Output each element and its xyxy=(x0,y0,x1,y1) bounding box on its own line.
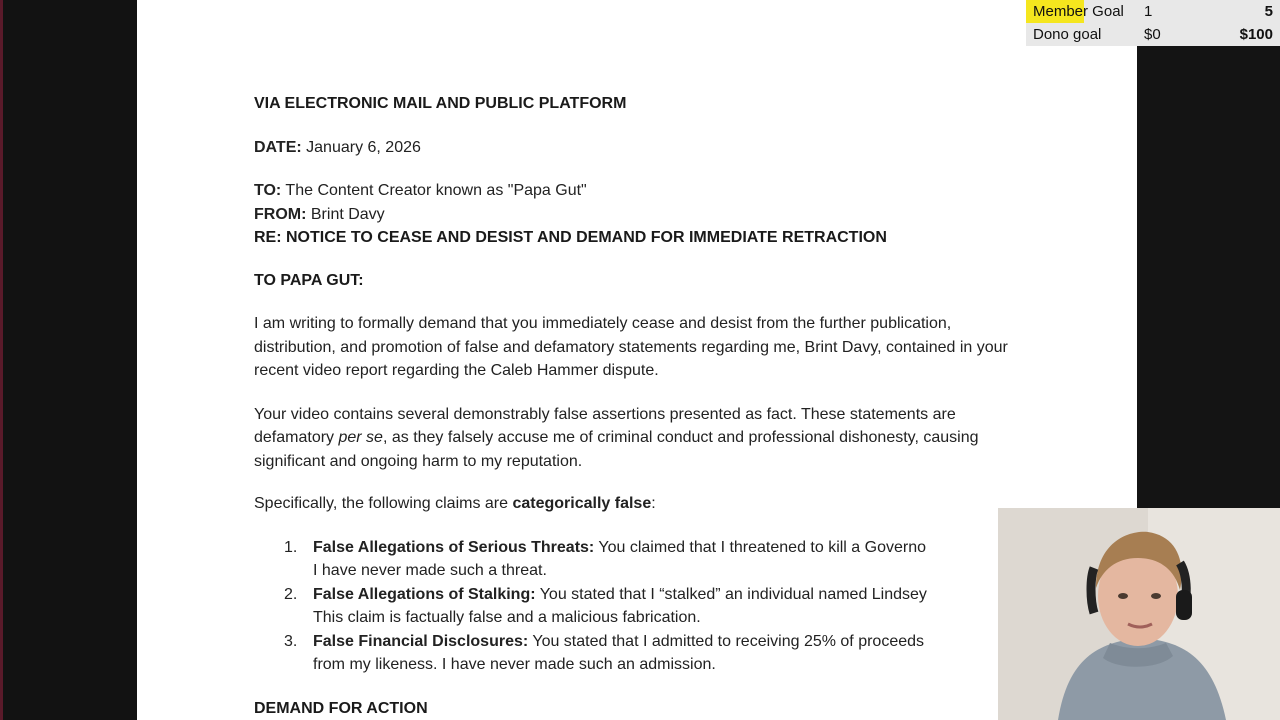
paragraph-2-text-b: , as they falsely accuse me of criminal conduct and professional dishonesty, causing significant and ongoing harm to my reputation. xyxy=(254,429,979,470)
date-value: January 6, 2026 xyxy=(301,138,421,156)
list-item xyxy=(254,583,1024,630)
letter-body xyxy=(254,92,1024,720)
list-item-title: False Financial Disclosures: xyxy=(313,632,529,650)
list-item-number: 1. xyxy=(284,538,298,556)
dono-goal-row xyxy=(1026,23,1280,46)
demand-heading: DEMAND FOR ACTION xyxy=(254,699,428,717)
goal-overlay xyxy=(1026,0,1280,46)
from-value: Brint Davy xyxy=(306,205,385,223)
list-item xyxy=(254,536,1024,583)
list-item-text-2: from my likeness. I have never made such an admission. xyxy=(313,656,716,673)
list-item-text: You claimed that I threatened to kill a Governo xyxy=(594,538,927,556)
to-line xyxy=(254,179,1024,203)
claims-list xyxy=(254,536,1024,677)
paragraph-3-text-a: Specifically, the following claims are xyxy=(254,495,513,512)
date-line xyxy=(254,136,1024,160)
dono-goal-current: $0 xyxy=(1144,26,1161,43)
member-goal-current: 1 xyxy=(1144,3,1153,20)
list-item-number: 2. xyxy=(284,585,298,603)
document-page xyxy=(137,0,1137,720)
paragraph-2-italic: per se xyxy=(338,429,383,446)
list-item-text: You stated that I admitted to receiving 25% of proceeds xyxy=(528,632,925,650)
paragraph-2 xyxy=(254,403,1024,474)
left-background-strip xyxy=(0,0,137,720)
from-label: FROM: xyxy=(254,205,307,223)
from-line xyxy=(254,203,1024,227)
list-item-text-2: This claim is factually false and a malicious fabrication. xyxy=(313,609,701,626)
list-item xyxy=(254,630,1024,677)
via-line: VIA ELECTRONIC MAIL AND PUBLIC PLATFORM xyxy=(254,95,627,112)
re-line: RE: NOTICE TO CEASE AND DESIST AND DEMAND FOR IMMEDIATE RETRACTION xyxy=(254,229,887,246)
list-item-title: False Allegations of Serious Threats: xyxy=(313,538,595,556)
streamer-camera-image xyxy=(998,508,1280,720)
paragraph-3-bold: categorically false xyxy=(512,495,652,512)
date-label: DATE: xyxy=(254,138,302,156)
webcam-overlay xyxy=(998,508,1280,720)
list-item-title: False Allegations of Stalking: xyxy=(313,585,536,603)
list-item-text: You stated that I “stalked” an individual named Lindsey xyxy=(535,585,927,603)
dono-goal-target: $100 xyxy=(1239,26,1273,43)
paragraph-3 xyxy=(254,492,1024,516)
member-goal-target: 5 xyxy=(1264,3,1273,20)
paragraph-2-text-a: Your video contains several demonstrably false assertions presented as fact. These statements are defamatory xyxy=(254,405,956,446)
member-goal-row xyxy=(1026,0,1280,23)
paragraph-3-text-b: : xyxy=(651,495,656,512)
to-label: TO: xyxy=(254,182,282,199)
to-value: The Content Creator known as "Papa Gut" xyxy=(281,182,587,199)
salutation: TO PAPA GUT: xyxy=(254,271,364,289)
dono-goal-label: Dono goal xyxy=(1033,26,1102,43)
paragraph-1: I am writing to formally demand that you immediately cease and desist from the further publication, distribution, and promotion of false and defamatory statements regarding me, Brint Davy, contained in your recent video report regarding the Caleb Hammer dispute. xyxy=(254,315,1008,379)
list-item-text-2: I have never made such a threat. xyxy=(313,562,547,579)
member-goal-label: Member Goal xyxy=(1033,3,1124,20)
list-item-number: 3. xyxy=(284,632,298,650)
